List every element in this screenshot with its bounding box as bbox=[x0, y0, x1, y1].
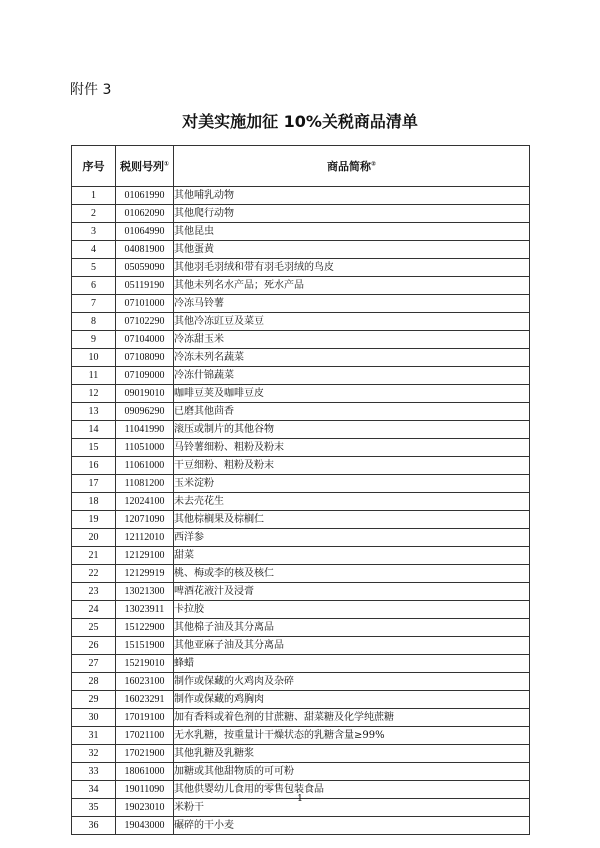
tariff-code-cell: 12129919 bbox=[116, 565, 174, 583]
tariff-code-cell: 15151900 bbox=[116, 637, 174, 655]
attachment-label: 附件 3 bbox=[70, 82, 112, 98]
table-row bbox=[72, 205, 530, 223]
serial-cell: 25 bbox=[72, 619, 116, 637]
table-row bbox=[72, 331, 530, 349]
serial-cell: 7 bbox=[72, 295, 116, 313]
tariff-code-cell: 15219010 bbox=[116, 655, 174, 673]
serial-cell: 16 bbox=[72, 457, 116, 475]
serial-cell: 14 bbox=[72, 421, 116, 439]
product-name-cell: 制作或保藏的鸡胸肉 bbox=[174, 691, 530, 709]
serial-cell: 8 bbox=[72, 313, 116, 331]
table-row bbox=[72, 367, 530, 385]
product-name-cell: 冷冻什锦蔬菜 bbox=[174, 367, 530, 385]
serial-cell: 20 bbox=[72, 529, 116, 547]
serial-cell: 27 bbox=[72, 655, 116, 673]
tariff-code-cell: 18061000 bbox=[116, 763, 174, 781]
tariff-code-cell: 17021900 bbox=[116, 745, 174, 763]
table-row bbox=[72, 583, 530, 601]
product-name-cell: 制作或保藏的火鸡肉及杂碎 bbox=[174, 673, 530, 691]
product-name-cell: 甜菜 bbox=[174, 547, 530, 565]
table-row bbox=[72, 763, 530, 781]
column-header-product-name: 商品简称② bbox=[174, 146, 530, 187]
product-name-cell: 其他爬行动物 bbox=[174, 205, 530, 223]
table-row bbox=[72, 475, 530, 493]
product-name-cell: 其他蛋黄 bbox=[174, 241, 530, 259]
table-row bbox=[72, 439, 530, 457]
tariff-code-cell: 07101000 bbox=[116, 295, 174, 313]
table-row bbox=[72, 241, 530, 259]
table-row bbox=[72, 727, 530, 745]
column-header-tariff-code: 税则号列① bbox=[116, 146, 174, 187]
product-name-cell: 米粉干 bbox=[174, 799, 530, 817]
tariff-code-cell: 11061000 bbox=[116, 457, 174, 475]
serial-cell: 36 bbox=[72, 817, 116, 835]
tariff-code-cell: 11081200 bbox=[116, 475, 174, 493]
product-name-cell: 其他未列名水产品；死水产品 bbox=[174, 277, 530, 295]
table-row bbox=[72, 187, 530, 205]
serial-cell: 5 bbox=[72, 259, 116, 277]
product-name-cell: 冷冻甜玉米 bbox=[174, 331, 530, 349]
table-row bbox=[72, 313, 530, 331]
tariff-list-table bbox=[71, 145, 530, 835]
table-row bbox=[72, 565, 530, 583]
tariff-code-cell: 01064990 bbox=[116, 223, 174, 241]
product-name-cell: 冷冻马铃薯 bbox=[174, 295, 530, 313]
product-name-cell: 卡拉胶 bbox=[174, 601, 530, 619]
table-row bbox=[72, 673, 530, 691]
serial-cell: 29 bbox=[72, 691, 116, 709]
product-name-cell: 其他羽毛羽绒和带有羽毛羽绒的鸟皮 bbox=[174, 259, 530, 277]
document-title: 对美实施加征 10%关税商品清单 bbox=[182, 112, 418, 131]
tariff-code-cell: 15122900 bbox=[116, 619, 174, 637]
tariff-code-cell: 12129100 bbox=[116, 547, 174, 565]
product-name-cell: 无水乳糖，按重量计干燥状态的乳糖含量≥99% bbox=[174, 727, 530, 745]
table-body bbox=[72, 187, 530, 835]
table-row bbox=[72, 295, 530, 313]
product-name-cell: 啤酒花液汁及浸膏 bbox=[174, 583, 530, 601]
table-row bbox=[72, 691, 530, 709]
serial-cell: 34 bbox=[72, 781, 116, 799]
table-row bbox=[72, 277, 530, 295]
serial-cell: 9 bbox=[72, 331, 116, 349]
table-row bbox=[72, 403, 530, 421]
tariff-code-cell: 01062090 bbox=[116, 205, 174, 223]
tariff-code-cell: 19043000 bbox=[116, 817, 174, 835]
tariff-code-cell: 13021300 bbox=[116, 583, 174, 601]
tariff-code-cell: 09096290 bbox=[116, 403, 174, 421]
table-row bbox=[72, 529, 530, 547]
tariff-code-cell: 13023911 bbox=[116, 601, 174, 619]
product-name-cell: 加有香料或着色剂的甘蔗糖、甜菜糖及化学纯蔗糖 bbox=[174, 709, 530, 727]
product-name-cell: 其他乳糖及乳糖浆 bbox=[174, 745, 530, 763]
table-row bbox=[72, 493, 530, 511]
tariff-code-cell: 05119190 bbox=[116, 277, 174, 295]
product-name-cell: 滚压或制片的其他谷物 bbox=[174, 421, 530, 439]
serial-cell: 12 bbox=[72, 385, 116, 403]
table-row bbox=[72, 601, 530, 619]
page-number: 1 bbox=[297, 794, 303, 804]
tariff-code-cell: 11041990 bbox=[116, 421, 174, 439]
footnote-mark: ② bbox=[370, 159, 377, 167]
table-row bbox=[72, 457, 530, 475]
tariff-code-cell: 01061990 bbox=[116, 187, 174, 205]
tariff-code-cell: 12112010 bbox=[116, 529, 174, 547]
serial-cell: 35 bbox=[72, 799, 116, 817]
tariff-code-cell: 16023100 bbox=[116, 673, 174, 691]
table-row bbox=[72, 349, 530, 367]
table-row bbox=[72, 547, 530, 565]
tariff-code-cell: 17021100 bbox=[116, 727, 174, 745]
tariff-code-cell: 07104000 bbox=[116, 331, 174, 349]
tariff-code-cell: 07102290 bbox=[116, 313, 174, 331]
table-row bbox=[72, 385, 530, 403]
product-name-cell: 冷冻未列名蔬菜 bbox=[174, 349, 530, 367]
serial-cell: 4 bbox=[72, 241, 116, 259]
table-row bbox=[72, 709, 530, 727]
table-row bbox=[72, 655, 530, 673]
product-name-cell: 其他冷冻豇豆及菜豆 bbox=[174, 313, 530, 331]
product-name-cell: 玉米淀粉 bbox=[174, 475, 530, 493]
column-header-serial: 序号 bbox=[72, 146, 116, 187]
product-name-cell: 其他亚麻子油及其分离品 bbox=[174, 637, 530, 655]
table-row bbox=[72, 619, 530, 637]
product-name-cell: 其他昆虫 bbox=[174, 223, 530, 241]
serial-cell: 26 bbox=[72, 637, 116, 655]
product-name-cell: 加糖或其他甜物质的可可粉 bbox=[174, 763, 530, 781]
product-name-cell: 桃、梅或李的核及核仁 bbox=[174, 565, 530, 583]
serial-cell: 15 bbox=[72, 439, 116, 457]
serial-cell: 33 bbox=[72, 763, 116, 781]
footnote-mark: ① bbox=[163, 159, 170, 167]
table-row bbox=[72, 421, 530, 439]
tariff-code-cell: 19011090 bbox=[116, 781, 174, 799]
tariff-code-cell: 17019100 bbox=[116, 709, 174, 727]
serial-cell: 31 bbox=[72, 727, 116, 745]
serial-cell: 18 bbox=[72, 493, 116, 511]
product-name-cell: 咖啡豆荚及咖啡豆皮 bbox=[174, 385, 530, 403]
product-name-cell: 已磨其他茴香 bbox=[174, 403, 530, 421]
table-row bbox=[72, 259, 530, 277]
table-header-row bbox=[72, 146, 530, 187]
serial-cell: 24 bbox=[72, 601, 116, 619]
serial-cell: 10 bbox=[72, 349, 116, 367]
serial-cell: 21 bbox=[72, 547, 116, 565]
tariff-code-cell: 16023291 bbox=[116, 691, 174, 709]
serial-cell: 11 bbox=[72, 367, 116, 385]
product-name-cell: 其他哺乳动物 bbox=[174, 187, 530, 205]
product-name-cell: 碾碎的干小麦 bbox=[174, 817, 530, 835]
tariff-code-cell: 09019010 bbox=[116, 385, 174, 403]
product-name-cell: 西洋参 bbox=[174, 529, 530, 547]
tariff-code-cell: 11051000 bbox=[116, 439, 174, 457]
product-name-cell: 未去壳花生 bbox=[174, 493, 530, 511]
tariff-code-cell: 19023010 bbox=[116, 799, 174, 817]
tariff-code-cell: 05059090 bbox=[116, 259, 174, 277]
table-row bbox=[72, 511, 530, 529]
serial-cell: 23 bbox=[72, 583, 116, 601]
serial-cell: 28 bbox=[72, 673, 116, 691]
product-name-cell: 干豆细粉、粗粉及粉末 bbox=[174, 457, 530, 475]
tariff-code-cell: 04081900 bbox=[116, 241, 174, 259]
serial-cell: 3 bbox=[72, 223, 116, 241]
serial-cell: 19 bbox=[72, 511, 116, 529]
serial-cell: 13 bbox=[72, 403, 116, 421]
product-name-cell: 蜂蜡 bbox=[174, 655, 530, 673]
table-row bbox=[72, 745, 530, 763]
product-name-cell: 马铃薯细粉、粗粉及粉末 bbox=[174, 439, 530, 457]
tariff-code-cell: 07109000 bbox=[116, 367, 174, 385]
tariff-code-cell: 12024100 bbox=[116, 493, 174, 511]
table-row bbox=[72, 223, 530, 241]
serial-cell: 32 bbox=[72, 745, 116, 763]
serial-cell: 30 bbox=[72, 709, 116, 727]
product-name-cell: 其他棉子油及其分离品 bbox=[174, 619, 530, 637]
serial-cell: 1 bbox=[72, 187, 116, 205]
serial-cell: 6 bbox=[72, 277, 116, 295]
table-row bbox=[72, 637, 530, 655]
tariff-code-cell: 07108090 bbox=[116, 349, 174, 367]
product-name-cell: 其他供婴幼儿食用的零售包装食品 bbox=[174, 781, 530, 799]
product-name-cell: 其他棕榈果及棕榈仁 bbox=[174, 511, 530, 529]
serial-cell: 2 bbox=[72, 205, 116, 223]
tariff-code-cell: 12071090 bbox=[116, 511, 174, 529]
table-row bbox=[72, 817, 530, 835]
serial-cell: 22 bbox=[72, 565, 116, 583]
serial-cell: 17 bbox=[72, 475, 116, 493]
